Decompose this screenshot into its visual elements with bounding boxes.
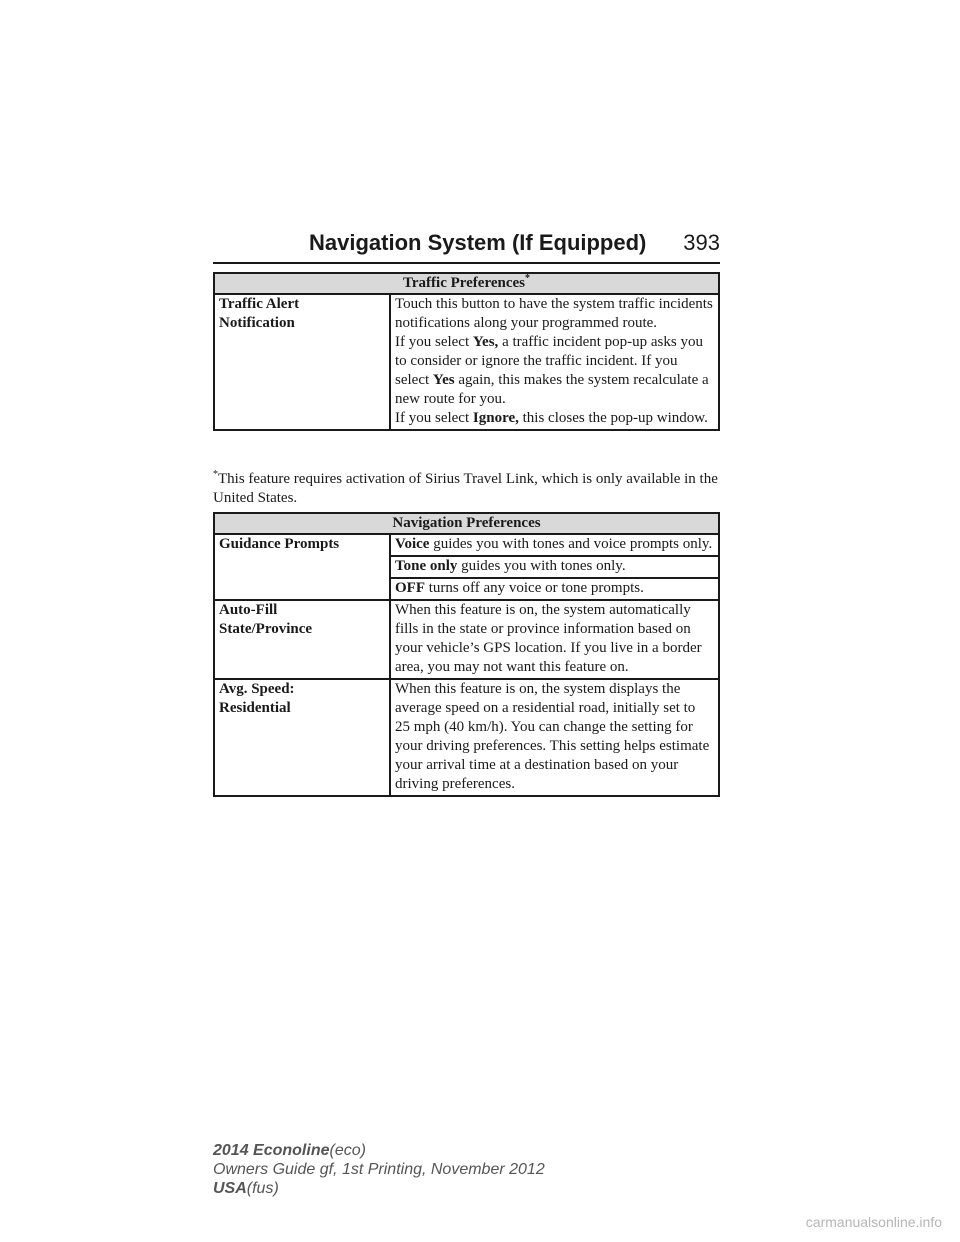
- footer-line-model: 2014 Econoline(eco): [213, 1142, 366, 1159]
- watermark: carmanualsonline.info: [805, 1214, 942, 1230]
- footnote-marker: *: [525, 273, 530, 284]
- footnote: *This feature requires activation of Sirius Travel Link, which is only available in the United States.: [213, 469, 718, 506]
- footer-line-region: USA(fus): [213, 1180, 279, 1197]
- page-number: 393: [683, 230, 720, 255]
- table-row: [214, 600, 719, 679]
- table-title: Navigation Preferences: [214, 513, 719, 534]
- term-traffic-alert: Traffic Alert Notification: [214, 294, 390, 430]
- description-auto-fill: When this feature is on, the system automatically fills in the state or province information based on your vehicle’s GPS location. If you live in a border area, you may not want this feature on.: [390, 600, 719, 679]
- table-header-row: [214, 273, 719, 294]
- description-avg-speed: When this feature is on, the system displays the average speed on a residential road, initially set to 25 mph (40 km/h). You can change the setting for your driving preferences. This setting helps estimate your arrival time at a destination based on your driving preferences.: [390, 679, 719, 796]
- term-guidance-prompts: Guidance Prompts: [214, 534, 390, 600]
- table-row: [214, 679, 719, 796]
- term-avg-speed: Avg. Speed: Residential: [214, 679, 390, 796]
- option-tone-only: Tone only guides you with tones only.: [390, 556, 719, 578]
- section-title: Navigation System (If Equipped): [309, 230, 647, 255]
- description-traffic-alert: Touch this button to have the system traffic incidents notifications along your programmed route. If you select Yes, a traffic incident pop-up asks you to consider or ignore the traffic incident. If you select Yes again, this makes the system recalculate a new route for you. If you select Ignore, this closes the pop-up window.: [390, 294, 719, 430]
- table-row: [214, 534, 719, 556]
- option-voice: Voice guides you with tones and voice prompts only.: [390, 534, 719, 556]
- footer-line-printing: Owners Guide gf, 1st Printing, November 2012: [213, 1161, 545, 1178]
- traffic-preferences-table: [213, 272, 720, 431]
- document-footer: [213, 1141, 545, 1198]
- page-header: [213, 222, 720, 264]
- table-header-row: [214, 513, 719, 534]
- navigation-preferences-table: [213, 512, 720, 797]
- table-row: [214, 294, 719, 430]
- term-auto-fill: Auto-Fill State/Province: [214, 600, 390, 679]
- table-title: Traffic Preferences*: [214, 273, 719, 294]
- option-off: OFF turns off any voice or tone prompts.: [390, 578, 719, 600]
